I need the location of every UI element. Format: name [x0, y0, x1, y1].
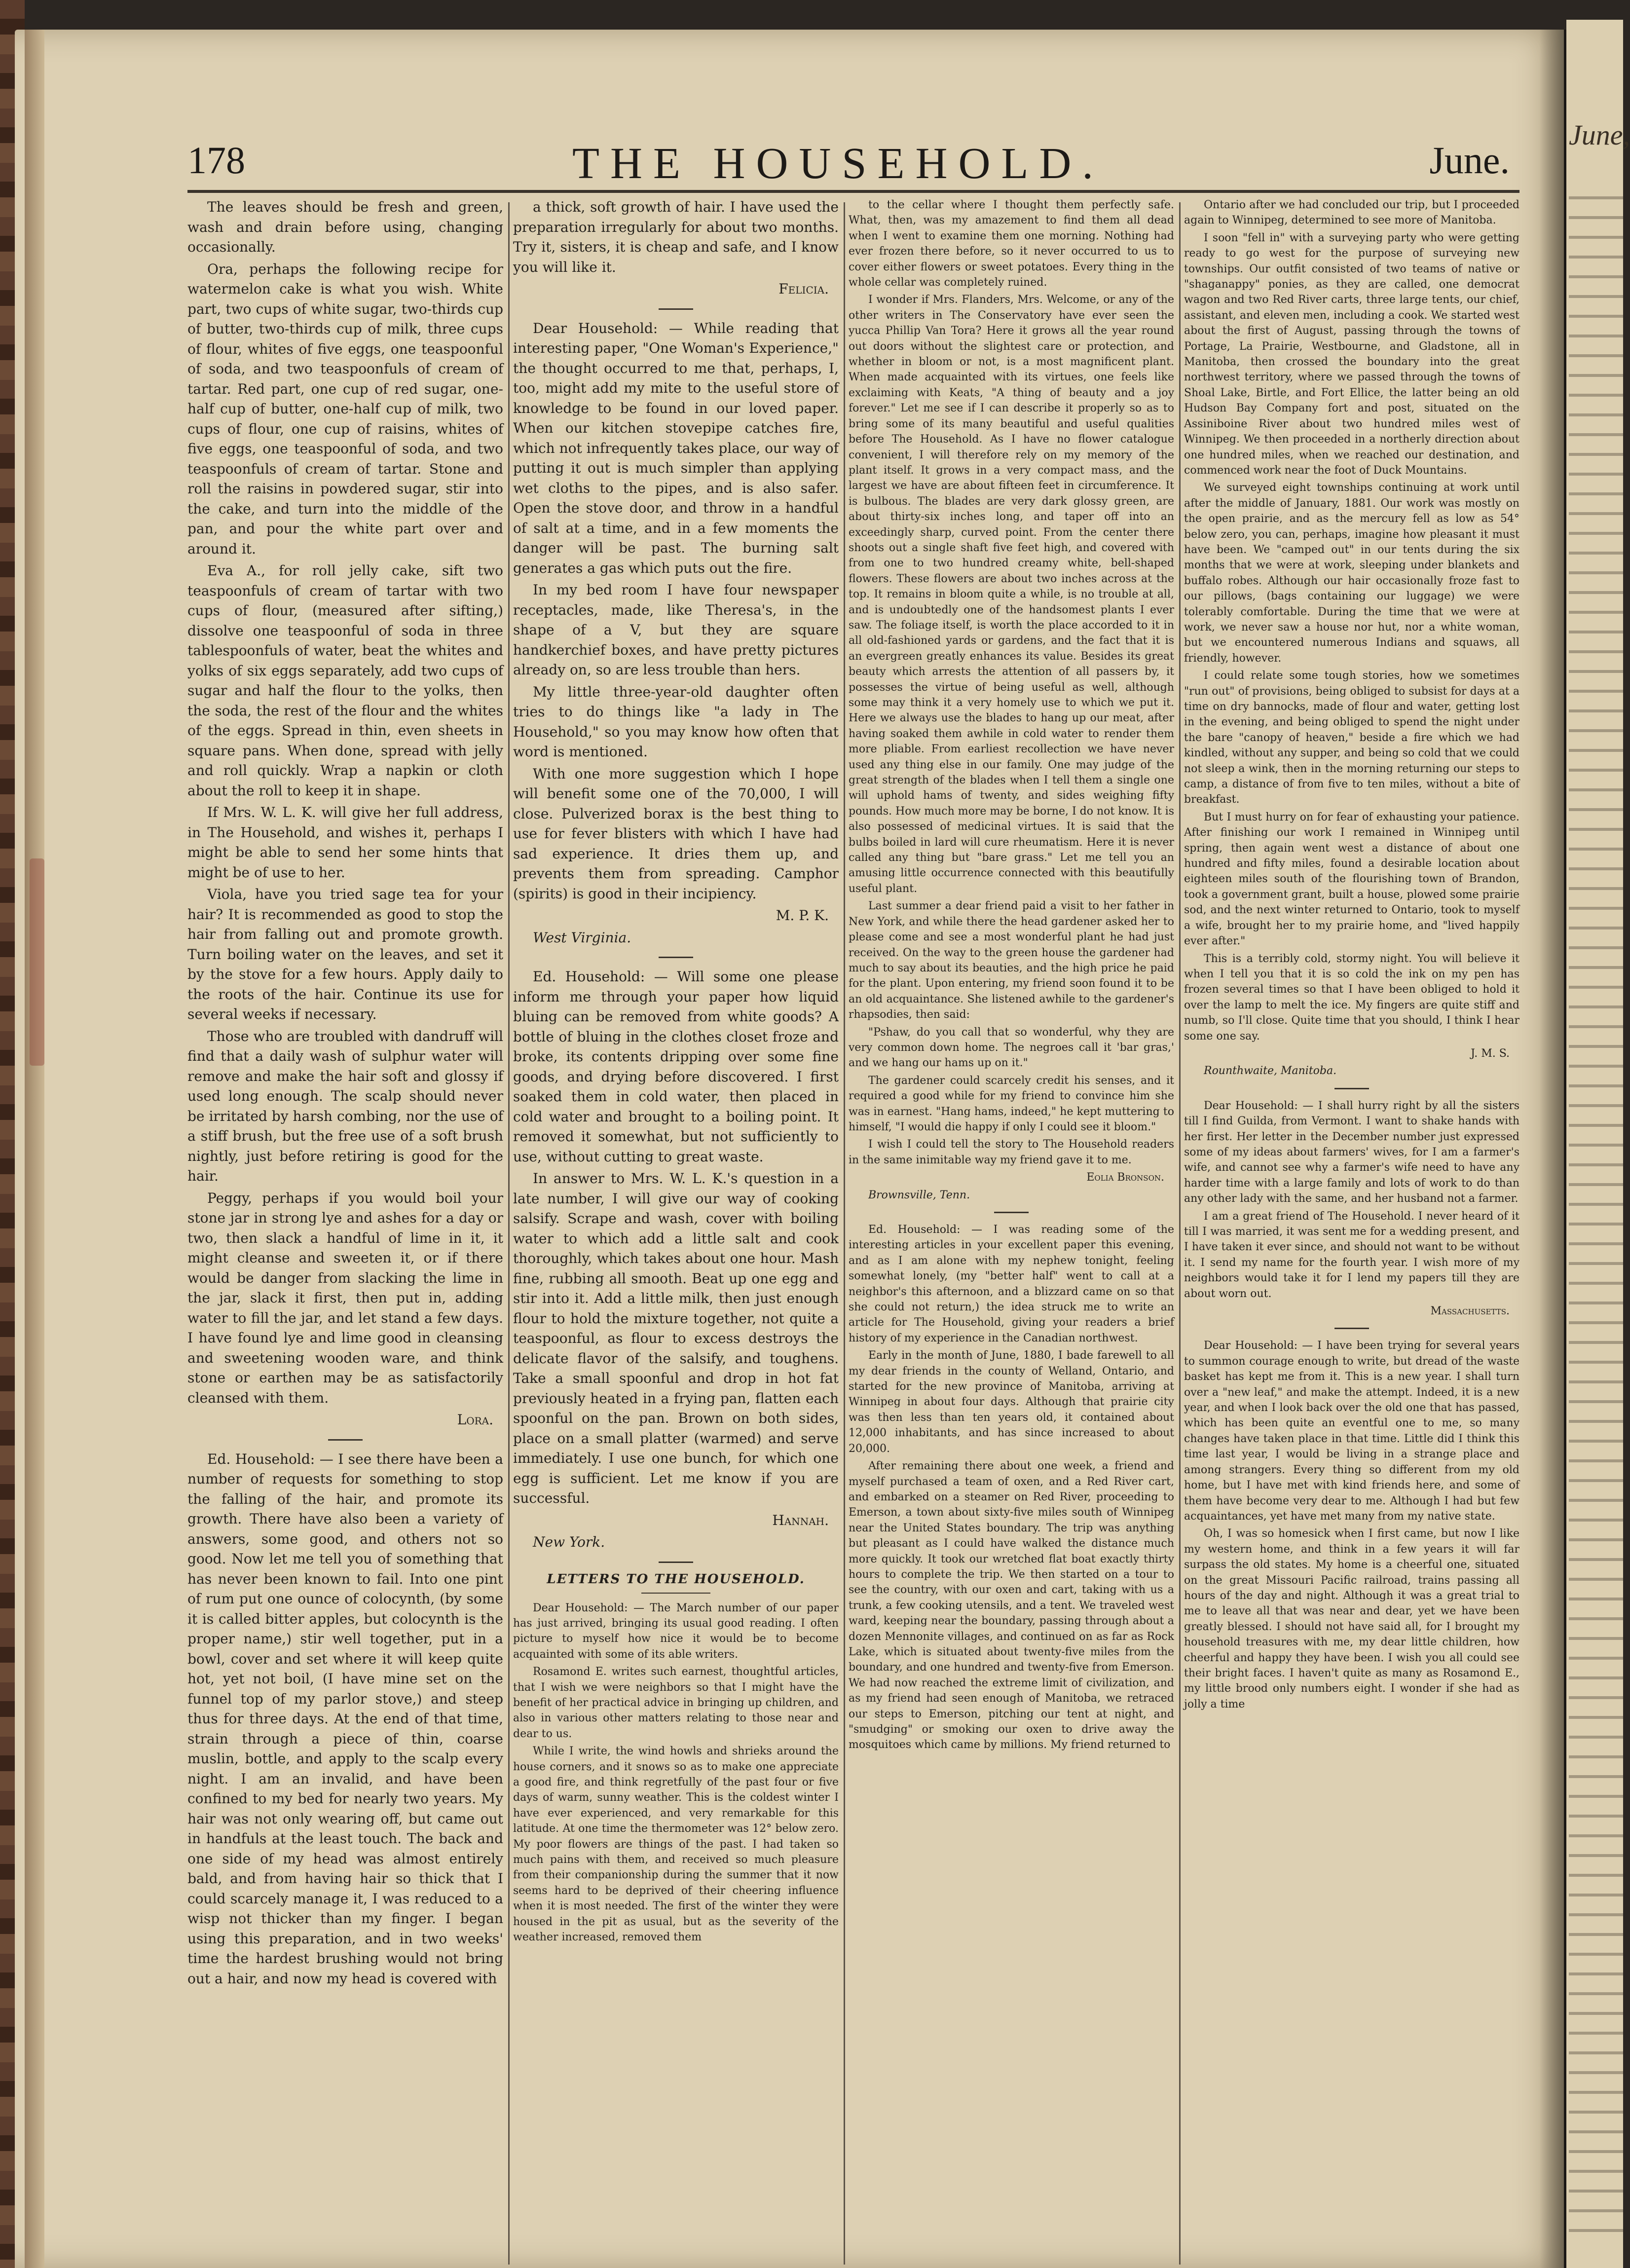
paragraph: I wish I could tell the story to The Household readers in the same inimitable way my friend gave it to me. [849, 1138, 1174, 1166]
place-line: West Virginia. [533, 929, 631, 946]
divider [1334, 1328, 1369, 1329]
spine-shadow [1539, 30, 1569, 2268]
paragraph: While I write, the wind howls and shrieks around the house corners, and it snows so as to make one appreciate a good fire, and think regretfully of the past four or five days of warm, sunny weather. This is the coldest winter I have ever experienced, and very remarkable for this latitude. At one time the thermometer was 12° below zero. My poor flowers are things of the past. I had taken so much pains with them, and received so much pleasure from their companionship during the summer that it now seems hard to be deprived of their cheering influence when it is most needed. The first of the winter they were housed in the pit as usual, but as the severity of the weather increased, removed them [513, 1745, 839, 1944]
paragraph: Ed. Household: — Will some one please inform me through your paper how liquid bluing can be removed from white goods? A bottle of bluing in the clothes closet froze and broke, its contents dripping over some fine goods, and drying before discovered. I first soaked them in cold water, then placed in cold water and brought to a boiling point. It removed it somewhat, but not sufficiently to use, without cutting to great waste. [513, 968, 839, 1165]
paragraph: Dear Household: — The March number of our paper has just arrived, bringing its usual good reading. I often picture to myself how nice it would be to become acquainted with some of its able writers. [513, 1601, 839, 1661]
paragraph: With one more suggestion which I hope will benefit some one of the 70,000, I will close. Pulverized borax is the best thing to use for fever blisters with which I have had sad experience. It dries them up, and prevents them from spreading. Camphor (spirits) is good in their incipiency. [513, 765, 839, 902]
divider [659, 1562, 693, 1563]
divider [328, 1439, 363, 1441]
place-line: Rounthwaite, Manitoba. [1204, 1065, 1337, 1078]
place-line: New York. [533, 1534, 605, 1550]
paragraph: Last summer a dear friend paid a visit to her father in New York, and while there the head gardener asked her to please come and see a most wonderful plant he had just received. On the way to the green house the gardener had much to say about its beauties, and the high price he paid for the plant. Upon entering, my friend soon found it to be an old acquaintance. She listened awhile to the gardener's rhapsodies, then said: [849, 900, 1174, 1021]
journal-title: THE HOUSEHOLD. [572, 139, 1104, 188]
paragraph: Ora, perhaps the following recipe for watermelon cake is what you wish. White part, two cups of white sugar, two-thirds cup of butter, two-thirds cup of milk, three cups of flour, whites of five eggs, one teaspoonful of soda, and two teaspoonfuls of cream of tartar. Red part, one cup of red sugar, one-half cup of butter, one-half cup of milk, two cups of flour, one cup of raisins, whites of five eggs, one teaspoonful of soda, and two teaspoonfuls of cream of tartar. Stone and roll the raisins in powdered sugar, stir into the cake, and turn into the middle of the pan, and pour the white part over and around it. [187, 260, 503, 557]
signature: Felicia. [778, 281, 829, 297]
paragraph: "Pshaw, do you call that so wonderful, why they are very common down home. The negroes call it 'bar gras,' and we hang our hams up on it." [849, 1026, 1174, 1070]
page-gutter [25, 30, 44, 2268]
paragraph: Those who are troubled with dandruff will find that a daily wash of sulphur water will remove and make the hair soft and glossy if used long enough. The scalp should never be irritated by harsh combing, nor the use of a stiff brush, but the free use of a soft brush nightly, just before retiring is good for the hair. [187, 1028, 503, 1184]
paragraph: The leaves should be fresh and green, wash and drain before using, changing occasionally. [187, 199, 503, 255]
divider [1334, 1088, 1369, 1089]
divider [994, 1212, 1029, 1213]
header-rule [187, 190, 1519, 193]
paragraph: I am a great friend of The Household. I never heard of it till I was married, it was sent me for a wedding present, and I have taken it ever since, and should not want to be without it. I send my name for the fourth year. I wish more of my neighbors would take it for I lend my papers till they are about worn out. [1184, 1210, 1519, 1300]
issue-month: June. [1429, 139, 1510, 182]
paragraph: Rosamond E. writes such earnest, thoughtful articles, that I wish we were neighbors so that I might have the benefit of her practical advice in bringing up children, and also in various other matters relating to those near and dear to us. [513, 1666, 839, 1740]
signature: Lora. [457, 1412, 493, 1428]
column-2 [513, 197, 839, 1947]
paragraph: Ontario after we had concluded our trip, but I proceeded again to Winnipeg, determined to see more of Manitoba. [1184, 199, 1519, 227]
paragraph: Dear Household: — I shall hurry right by all the sisters till I find Guilda, from Vermont. I want to shake hands with her first. Her letter in the December number just expressed some of my ideas about farmers' wives, for I am a farmer's wife, and cannot see why a farmer's wife need to have any harder time with a large family and lots of work to do than any other lady with the same, and her husband not a farmer. [1184, 1099, 1519, 1205]
next-page-text [1569, 187, 1623, 2235]
paragraph: The gardener could scarcely credit his senses, and it required a good while for my friend to convince him she was in earnest. "Hang hams, indeed," he kept muttering to himself, "I would die happy if only I could see it bloom." [849, 1074, 1174, 1133]
signature: Eolia Bronson. [1086, 1171, 1164, 1184]
paragraph: a thick, soft growth of hair. I have used the preparation irregularly for about two months. Try it, sisters, it is cheap and safe, and I know you will like it. [513, 199, 839, 275]
signature: Massachusetts. [1430, 1305, 1510, 1318]
paragraph: Oh, I was so homesick when I first came, but now I like my western home, and think in a few years it will far surpass the old states. My home is a cheerful one, situated on the great Missouri Pacific railroad, trains passing all hours of the day and night. Although it was a great trial to me to leave all that was near and dear, yet we have been greatly blessed. I should not have said all, for I brought my household treasures with me, my dear little children, how cheerful and happy they have been. I wish you all could see their bright faces. I haven't quite as many as Rosamond E., my little brood only numbers eight. I wonder if she had as jolly a time [1184, 1527, 1519, 1710]
paragraph: Viola, have you tried sage tea for your hair? It is recommended as good to stop the hair from falling out and promote growth. Turn boiling water on the leaves, and set it by the stove for a few hours. Apply daily to the roots of the hair. Continue its use for several weeks if necessary. [187, 886, 503, 1022]
signature: M. P. K. [776, 907, 829, 924]
divider [659, 957, 693, 958]
paragraph: Eva A., for roll jelly cake, sift two teaspoonfuls of cream of tartar with two cups of flour, (measured after sifting,) dissolve one teaspoonful of soda in three tablespoonfuls of water, beat the whites and yolks of six eggs separately, add two cups of sugar and half the flour to the yolks, then the soda, the rest of the flour and the whites of the eggs. Spread in thin, even sheets in square pans. When done, spread with jelly and roll quickly. Wrap a napkin or cloth about the roll to keep it in shape. [187, 562, 503, 799]
library-stamp [30, 858, 44, 1066]
column-rule [508, 202, 510, 2265]
paragraph: Dear Household: — I have been trying for several years to summon courage enough to write, but dread of the waste basket has kept me from it. This is a new year. I shall turn over a "new leaf," and make the attempt. Indeed, it is a new year, and when I look back over the old one that has passed, which has been quite an eventful one to me, so many changes have taken place in that time. Little did I think this time last year, I would be living in a strange place and among strangers. Every thing so different from my old home, but I have met with kind friends here, and some of them have become very dear to me. Although I had but few acquaintances, yet have met many from my native state. [1184, 1339, 1519, 1523]
divider [659, 308, 693, 310]
divider [641, 1593, 710, 1594]
page-number: 178 [187, 139, 245, 182]
paragraph: This is a terribly cold, stormy night. You will believe it when I tell you that it is so cold the ink on my pen has frozen several times so that I have been obliged to hold it over the lamp to melt the ice. My fingers are quite stiff and numb, so I'll close. Quite time that you should, I think I hear some one say. [1184, 952, 1519, 1042]
column-1 [187, 197, 503, 1991]
column-rule [1179, 202, 1181, 2265]
section-title: LETTERS TO THE HOUSEHOLD. [547, 1571, 805, 1587]
running-header [187, 138, 1519, 192]
paragraph: Early in the month of June, 1880, I bade farewell to all my dear friends in the county of Welland, Ontario, and started for the new province of Manitoba, arriving at Winnipeg in about four days. Although that prairie city was then less than ten years old, it contained about 12,000 inhabitants, and has since increased to about 20,000. [849, 1349, 1174, 1455]
paragraph: In my bed room I have four newspaper receptacles, made, like Theresa's, in the shape of a V, but they are square handkerchief boxes, and have pretty pictures already on, so are less trouble than hers. [513, 582, 839, 678]
paragraph: I soon "fell in" with a surveying party who were getting ready to go west for the purpose of surveying new townships. Our outfit consisted of two teams of native or "shaganappy" ponies, as they are called, one democrat wagon and two Red River carts, three large tents, our chief, assistant, and eleven men, including a cook. We started west about the first of August, passing through the towns of Portage, La Prairie, Westbourne, and Gladstone, all in Manitoba, then crossed the boundary into the great northwest territory, where we passed through the towns of Shoal Lake, Birtle, and Fort Ellice, the latter being an old Hudson Bay Company fort and post, situated on the Assiniboine River about two hundred miles west of Winnipeg. We then proceeded in a northerly direction about one hundred miles, when we reached our destination, and commenced work near the foot of Duck Mountains. [1184, 231, 1519, 477]
place-line: Brownsville, Tenn. [868, 1189, 970, 1201]
column-rule [844, 202, 845, 2265]
paragraph: Dear Household: — While reading that interesting paper, "One Woman's Experience," the thought occurred to me that, perhaps, I, too, might add my mite to the useful store of knowledge to be found in our loved paper. When our kitchen stovepipe catches fire, which not infrequently takes place, our way of putting it out is much simpler than applying wet cloths to the pipes, and is also safer. Open the stove door, and throw in a handful of salt at a time, and in a few moments the danger will be past. The burning salt generates a gas which puts out the fire. [513, 320, 839, 576]
next-page-header: June, [1569, 119, 1630, 151]
paragraph: After remaining there about one week, a friend and myself purchased a team of oxen, and a Red River cart, and embarked on a steamer on Red River, proceeding to Emerson, a town about sixty-five miles south of Winnipeg near the United States boundary. The trip was anything but pleasant as I could have walked the distance much more quickly. It took our wretched flat boat exactly thirty hours to complete the trip. We then started on a tour to see the country, with our oxen and cart, taking with us a trunk, a few cooking utensils, and a tent. We traveled west ward, keeping near the boundary, passing through about a dozen Mennonite villages, and continued on as far as Rock Lake, which is situated about twenty-five miles from the boundary, and one hundred and twenty-five from Emerson. We had now reached the extreme limit of civilization, and as my friend had seen enough of Manitoba, we retraced our steps to Emerson, pitching our tent at night, and "smudging" or smoking our oxen to drive away the mosquitoes which came by millions. My friend returned to [849, 1460, 1174, 1751]
paragraph: If Mrs. W. L. K. will give her full address, in The Household, and wishes it, perhaps I might be able to send her some hints that might be of use to her. [187, 804, 503, 881]
paragraph: But I must hurry on for fear of exhausting your patience. After finishing our work I remained in Winnipeg until spring, then again went west a distance of about one hundred and fifty miles, found a desirable location about eighteen miles south of the flourishing town of Brandon, took a government grant, built a house, plowed some prairie sod, and the next winter returned to Ontario, took to myself a wife, brought her to my prairie home, and "lived happily ever after." [1184, 811, 1519, 948]
paragraph: Peggy, perhaps if you would boil your stone jar in strong lye and ashes for a day or two, then slack a handful of lime in it, it might cleanse and sweeten it, or if there would be danger from slacking the lime in the jar, slack it first, then put in, adding water to fill the jar, and let stand a few days. I have found lye and lime good in cleansing and sweetening wooden ware, and think stone or earthen may be as satisfactorily cleansed with them. [187, 1190, 503, 1406]
signature: J. M. S. [1471, 1047, 1510, 1060]
paragraph: I wonder if Mrs. Flanders, Mrs. Welcome, or any of the other writers in The Conservatory have ever seen the yucca Phillip Van Tora? Here it grows all the year round out doors without the slightest care or protection, and whether in bloom or not, is a most magnificent plant. When made acquainted with its virtues, one feels like exclaiming with Keats, "A thing of beauty and a joy forever." Let me see if I can describe it properly so as to bring some of its many beautiful and useful qualities before The Household. As I have no flower catalogue convenient, I will therefore rely on my memory of the plant itself. It grows in a very compact mass, and the largest we have are about fifteen feet in circumference. It is bulbous. The blades are very dark glossy green, are about thirty-six inches long, and taper off into an exceedingly sharp, curved point. From the center there shoots out a single shaft five feet high, and covered with from one to two hundred creamy white, bell-shaped flowers. These flowers are about two inches across at the top. It remains in bloom quite a while, is no trouble at all, and is undoubtedly one of the handsomest plants I ever saw. The foliage itself, is worth the place accorded to it in all old-fashioned yards or gardens, and the fact that it is an evergreen greatly enhances its value. Besides its great beauty which arrests the attention of all passers by, it possesses the virtue of being useful as well, although some may think it a very homely use to which we put it. Here we always use the blades to hang up our meat, after having soaked them awhile in cold water to render them more pliable. From earliest recollection we have never used any thing else in our family. One may judge of the great strength of the blades when I tell them a single one will uphold hams of twenty, and sides weighing fifty pounds. How much more may be borne, I do not know. It is also possessed of medicinal virtues. It is said that the bulbs boiled in lard will cure rheumatism. Here it is never called any thing but "bare grass." Let me tell you an amusing little occurrence connected with this beautifully useful plant. [849, 294, 1174, 895]
paragraph: My little three-year-old daughter often tries to do things like "a lady in The Household," so you may know how often that word is mentioned. [513, 683, 839, 760]
paragraph: Ed. Household: — I see there have been a number of requests for something to stop the falling of the hair, and promote its growth. There have also been a variety of answers, some good, and others not so good. Now let me tell you of something that has never been known to fail. Into one pint of rum put one ounce of colocynth, (by some it is called bitter apples, but colocynth is the proper name,) stir well together, put in a bowl, cover and set where it will keep quite hot, yet not boil, (I have mine set on the funnel top of my parlor stove,) and steep thus for three days. At the end of that time, strain through a piece of thin, coarse muslin, bottle, and apply to the scalp every night. I am an invalid, and have been confined to my bed for nearly two years. My hair was not only wearing off, but came out in handfuls at the least touch. The back and one side of my head was almost entirely bald, and from having hair so thick that I could scarcely manage it, I was reduced to a wisp not thicker than my finger. I began using this preparation, and in two weeks' time the hardest brushing would not bring out a hair, and now my head is covered with [187, 1450, 503, 1987]
paragraph: I could relate some tough stories, how we sometimes "run out" of provisions, being obliged to subsist for days at a time on dry bannocks, made of flour and water, getting lost in the evening, and being obliged to spend the night under the bare "canopy of heaven," beside a fire which we had kindled, without any supper, and being so cold that we could not sleep a wink, then in the morning returning our steps to camp, a distance of from five to ten miles, without a bite of breakfast. [1184, 669, 1519, 806]
paragraph: In answer to Mrs. W. L. K.'s question in a late number, I will give our way of cooking salsify. Scrape and wash, cover with boiling water to which add a little salt and cook thoroughly, which takes about one hour. Mash fine, rubbing all smooth. Beat up one egg and stir into it. Add a little milk, then just enough flour to hold the mixture together, not quite a teaspoonful, as flour to excess destroys the delicate flavor of the salsify, and toughens. Take a small spoonful and drop in hot fat previously heated in a frying pan, flatten each spoonful on the pan. Brown on both sides, place on a small platter (warmed) and serve immediately. I use one bunch, for which one egg is sufficient. Let me know if you are successful. [513, 1170, 839, 1506]
column-4 [1184, 197, 1519, 1714]
paragraph: to the cellar where I thought them perfectly safe. What, then, was my amazement to find them all dead when I went to examine them one morning. Nothing had ever frozen there before, so it never occurred to us to cover either flowers or sweet potatoes. Every thing in the whole cellar was completely ruined. [849, 199, 1174, 289]
signature: Hannah. [772, 1512, 829, 1528]
column-3 [849, 197, 1174, 1755]
paragraph: Ed. Household: — I was reading some of the interesting articles in your excellent paper this evening, and as I am alone with my nephew tonight, feeling somewhat lonely, (my "better half" went to call at a neighbor's this afternoon, and a blizzard came on so that she could not return,) the idea struck me to write an article for The Household, giving your readers a brief history of my experience in the Canadian northwest. [849, 1224, 1174, 1344]
paragraph: We surveyed eight townships continuing at work until after the middle of January, 1881. Our work was mostly on the open prairie, and as the mercury fell as low as 54° below zero, you can, perhaps, imagine how pleasant it must have been. We "camped out" in our tents during the six months that we were at work, sleeping under blankets and buffalo robes. Although our hair occasionally froze fast to our pillows, (bags containing our luggage) we were tolerably comfortable. During the time that we were at work, we never saw a house nor hut, nor a white woman, but we encountered numerous Indians and squaws, all friendly, however. [1184, 482, 1519, 665]
